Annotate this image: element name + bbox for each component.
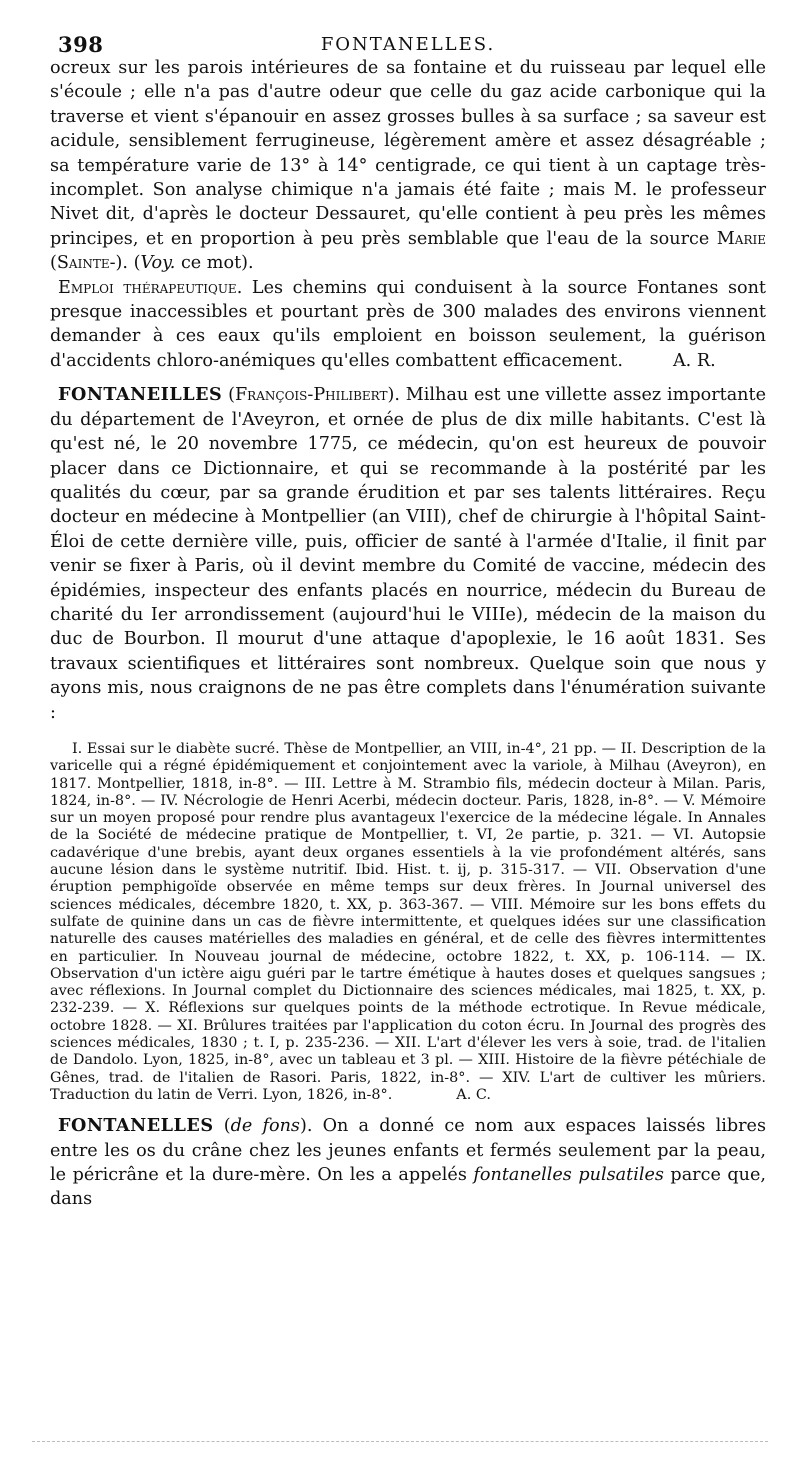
see-abbreviation: Voy. xyxy=(140,253,176,274)
entry-headword: FONTANEILLES xyxy=(58,384,223,406)
entry-paragraph: FONTANELLES (de fons). On a donné ce nom aux espaces laissés libres entre les os du crâne chez les jeunes enfants et fermés seulement par la peau, le péricrâne et la dure-mère. On les a appelés fontanelles pulsatiles parce que, dans xyxy=(50,1115,767,1210)
page xyxy=(50,28,766,1212)
entry-fontaine-continued xyxy=(50,56,766,373)
entry-etymology: de fons xyxy=(230,1116,300,1137)
bibliography-text: I. Essai sur le diabète sucré. Thèse de Montpellier, an VIII, in-4°, 21 pp. — II. Description de la varicelle qui a régné épidémiquement et conjointement avec la variole, à Milhau (Aveyron), en 1817. Montpellier, 1818, in-8°. — III. Lettre à M. Strambio fils, médecin docteur à Milan. Paris, 1824, in-8°. — IV. Nécrologie de Henri Acerbi, médecin docteur. Paris, 1828, in-8°. — V. Mémoire sur un moyen proposé pour rendre plus avantageux l'exercice de la médecine légale. In Annales de la Société de médecine pratique de Montpellier, t. VI, 2e partie, p. 321. — VI. Autopsie cadavérique d'une brebis, ayant deux organes essentiels à la vie profondément altérés, sans aucune lésion dans le système nutritif. Ibid. Hist. t. ij, p. 315-317. — VII. Observation d'une éruption pemphigoïde observée en même temps sur deux frères. In Journal universel des sciences médicales, décembre 1820, t. XX, p. 363-367. — VIII. Mémoire sur les bons effets du sulfate de quinine dans un cas de fièvre intermittente, et quelques idées sur une classification naturelle des causes matérielles des maladies en général, et de celle des fièvres intermittentes en particulier. In Nouveau journal de médecine, octobre 1822, t. XX, p. 106-114. — IX. Observation d'un ictère aigu guéri par le tartre émétique à hautes doses et quelques sangsues ; avec réflexions. In Journal complet du Dictionnaire des sciences médicales, mai 1825, t. XX, p. 232-239. — X. Réflexions sur quelques points de la méthode ectrotique. In Revue médicale, octobre 1828. — XI. Brûlures traitées par l'application du coton écru. In Journal des progrès des sciences médicales, 1830 ; t. I, p. 235-236. — XII. L'art d'élever les vers à soie, trad. de l'italien de Dandolo. Lyon, 1825, in-8°, avec un tableau et 3 pl. — XIII. Histoire de la fièvre pétéchiale de Gênes, trad. de l'italien de Rasori. Paris, 1822, in-8°. — XIV. L'art de cultiver les mûriers. Traduction du latin de Verri. Lyon, 1826, in-8°. A. C. xyxy=(50,740,766,1103)
entry-paragraph xyxy=(50,383,766,725)
therapy-label: Emploi thérapeutique. xyxy=(58,277,243,298)
entry-text: Milhau est une villette assez importante du département de l'Aveyron, et ornée de plus de dix mille habitants. C'est là qu'est né, le 20 novembre 1775, ce médecin, qu'on est heureux de pouvoir placer dans ce Dictionnaire, et qui se recommande à la postérité par les qualités du cœur, par sa grande érudition et par ses talents littéraires. Reçu docteur en médecine à Montpellier (an VIII), chef de chirurgie à l'hôpital Saint-Éloi de cette dernière ville, puis, officier de santé à l'armée d'Italie, il finit par venir se fixer à Paris, où il devint membre du Comité de vaccine, médecin des épidémies, inspecteur des enfants placés en nourrice, médecin du Bureau de charité du Ier arrondissement (aujourd'hui le VIIIe), médecin de la maison du duc de Bourbon. Il mourut d'une attaque d'apoplexie, le 16 août 1831. Ses travaux scientifiques et littéraires sont nombreux. Quelque soin que nous y ayons mis, nous craignons de ne pas être complets dans l'énumération suivante : xyxy=(50,385,766,723)
entry-paragraph: ocreux sur les parois intérieures de sa fontaine et du ruisseau par lequel elle s'écoule ; elle n'a pas d'autre odeur que celle du gaz acide carbonique qui la traverse et vient s'épanouir en assez grosses bulles à sa surface ; sa saveur est acidule, sensiblement ferrugineuse, légèrement amère et assez désagréable ; sa température varie de 13° à 14° centigrade, ce qui tient à un captage très-incomplet. Son analyse chimique n'a jamais été faite ; mais M. le professeur Nivet dit, d'après le docteur Dessauret, qu'elle contient à peu près les mêmes principes, et en proportion à peu près semblable que l'eau de la source Marie (Sainte-). (Voy. ce mot). xyxy=(50,58,766,274)
page-number: 398 xyxy=(58,32,104,57)
cross-reference: Marie (Sainte-). xyxy=(50,228,766,274)
paragraph-text: ocreux sur les parois intérieures de sa fontaine et du ruisseau par lequel elle s'écoule ; elle n'a pas d'autre odeur que celle du gaz acide carbonique qui la traverse et vient s'épanouir en assez grosses bulles à sa surface ; sa saveur est acidule, sensiblement ferrugineuse, légèrement amère et assez désagréable ; sa température varie de 13° à 14° centigrade, ce qui tient à un captage très-incomplet. Son analyse chimique n'a jamais été faite ; mais M. le professeur Nivet dit, d'après le docteur Dessauret, qu'elle contient à peu près les mêmes principes, et en proportion à peu près semblable que l'eau de la source xyxy=(50,58,766,249)
entry-text-tail: parce que, dans xyxy=(50,1165,766,1210)
running-title: FONTANELLES. xyxy=(320,34,496,55)
entry-text: . On a donné ce nom aux espaces laissés libres entre les os du crâne chez les jeunes enfants et fermés seulement par la peau, le péricrâne et la dure-mère. On les a appelés xyxy=(50,1116,767,1186)
entry-headword: FONTANELLES xyxy=(58,1115,214,1137)
therapy-text: Les chemins qui conduisent à la source Fontanes sont presque inaccessibles et pourtant près de 300 malades des environs viennent demander à ces eaux qu'ils emploient en boisson seulement, la guérison d'accidents chloro-anémiques qu'elles combattent efficacement. xyxy=(50,277,766,371)
entry-fontanelles xyxy=(50,1114,766,1212)
author-signature: A. C. xyxy=(456,1086,491,1103)
author-signature: A. R. xyxy=(672,350,716,371)
bibliography xyxy=(50,741,766,1104)
cross-reference-tail: ce mot). xyxy=(175,253,254,274)
page-header xyxy=(50,28,766,56)
page-bottom-rule xyxy=(32,1441,768,1442)
entry-given-names: (François-Philibert). xyxy=(222,385,400,406)
entry-fontaneilles xyxy=(50,383,766,725)
therapy-paragraph xyxy=(50,276,766,374)
italic-term: fontanelles pulsatiles xyxy=(473,1165,664,1186)
